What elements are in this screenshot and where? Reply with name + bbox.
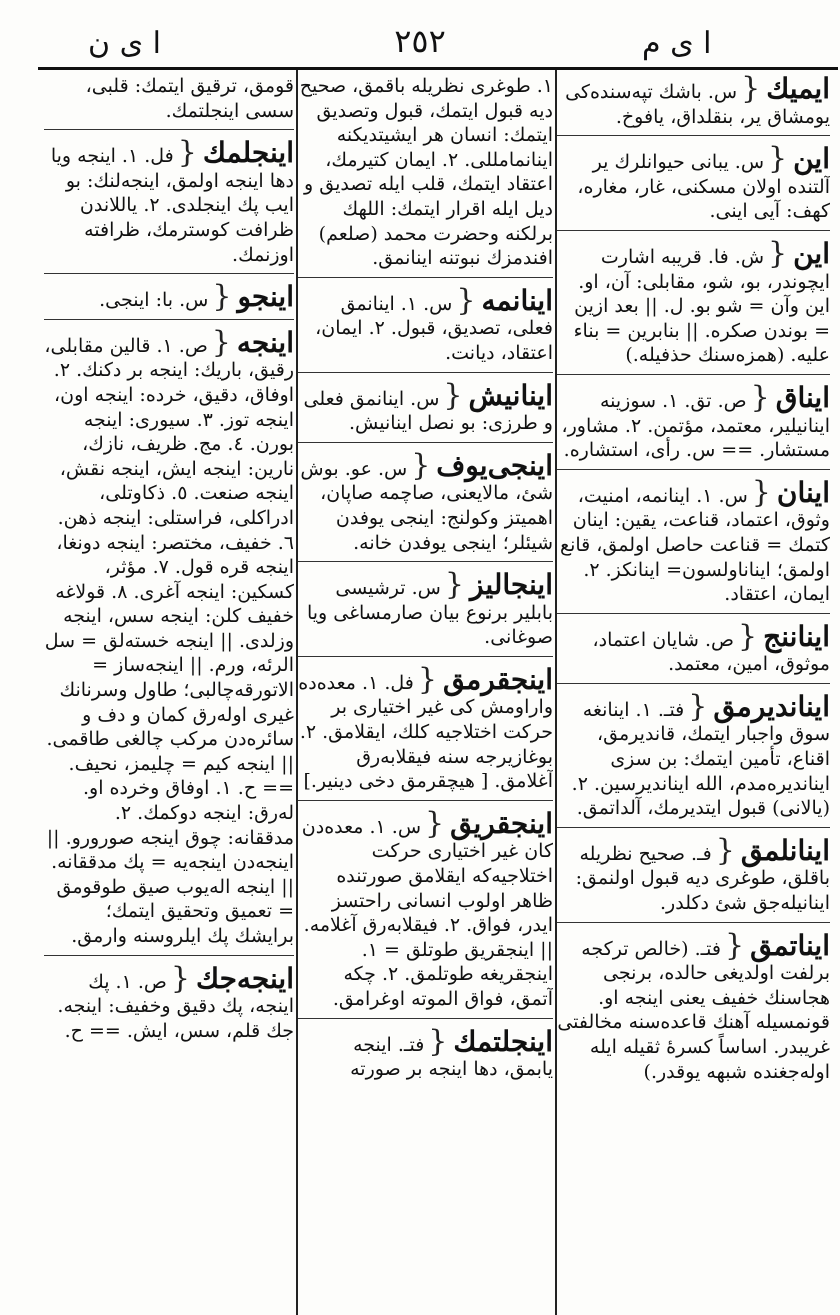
dictionary-entry bbox=[557, 832, 830, 923]
entry-headword: اینجو bbox=[237, 280, 294, 314]
brace-glyph: { bbox=[444, 567, 464, 603]
dictionary-entry bbox=[298, 282, 553, 373]
entry-definition: ص. ١. پك اينجه، پك دقيق وخفيف: اينجه. جك قلم، سس، ايش. == ح. bbox=[57, 970, 294, 1042]
entry-definition: فتـ. اينجه يابمق، دها اينجه بر صورته bbox=[350, 1033, 553, 1081]
brace-glyph: { bbox=[411, 447, 431, 483]
entry-headword: ایناق bbox=[775, 380, 830, 414]
header-right-guide: ا ی م bbox=[642, 26, 712, 61]
entry-definition: س. ١. اينانمه، امنيت، وثوق، اعتماد، قناعت، يقين: اينان كتمك = قناعت حاصل اولمق، قانع اولمق؛ ايناناولسون= اينانكز. ٢. ايمان، اعتقاد. bbox=[559, 484, 830, 606]
dictionary-entry bbox=[44, 279, 294, 320]
brace-glyph: { bbox=[725, 927, 745, 963]
entry-definition: س. ١. معده‌دن كان غير اختيارى حركت اختلاجيه‌كه ايقلامق صورتنده ظاهر اولوب انسانى راحتسز ايدر، فواق. ٢. فيقلابه‌رق آغلامه. || اينجقريق طوتلق = ١. اينجقريغه طوتلمق. ٢. چكه آتمق، فواق الموته اوغرامق. bbox=[301, 815, 553, 1010]
entry-headword: اینجقریق bbox=[450, 806, 553, 840]
brace-glyph: { bbox=[425, 805, 445, 841]
entry-headword: اینجالیز bbox=[469, 568, 553, 602]
brace-glyph: { bbox=[211, 324, 231, 360]
header-left-guide: ا ی ن bbox=[88, 26, 161, 61]
entry-definition: فتـ. (خالص تركجه برلفت اولديغى حالده، برنجى هجاسنك خفيف يعنى اينجه او. قونمسيله آهنك قاعده‌سنه مخالفتى غريبدر. اساساً كسرهٔ ثقيله ايله اوله‌جغنده شبهه يوقدر.) bbox=[557, 937, 830, 1083]
entry-definition: ١. طوغرى نظريله باقمق، صحيح ديه قبول ايتمك، قبول وتصديق ايتمك: انسان هر ايشيتديكنه اينانمامللى. ٢. ايمان كتيرمك، اعتقاد ايتمك، قلب ايله تصديق و ديل ايله اقرار ايتمك: اللهك برلكنه وحضرت محمد (صلعم) افندمزك نبوتنه اينانمق. bbox=[299, 75, 553, 270]
brace-glyph: { bbox=[170, 960, 190, 996]
dictionary-entry bbox=[557, 474, 830, 614]
entry-headword: اینانمه bbox=[481, 283, 553, 317]
column-right bbox=[557, 74, 830, 1309]
entry-headword: این bbox=[793, 236, 830, 270]
column-left bbox=[44, 74, 294, 1309]
brace-glyph: { bbox=[751, 474, 771, 510]
brace-glyph: { bbox=[428, 1023, 448, 1059]
dictionary-entry bbox=[298, 1023, 553, 1088]
header-rule bbox=[38, 67, 838, 70]
entry-definition: س. با: اينجى. bbox=[99, 289, 209, 312]
entry-definition: فتـ. ١. اينانغه سوق واجبار ايتمك، قانديرمق، اقناع، تأمين ايتمك: بن سزى اينانديره‌مدم، الله اينانديرسين. ٢. (يالانى) قبول ايتديرمك، آلداتمق. bbox=[571, 698, 830, 820]
entry-headword: ایناندیرمق bbox=[713, 689, 830, 723]
brace-glyph: { bbox=[456, 282, 476, 318]
entry-definition: س. عو. بوش شئ، مالايعنى، صاچمه صاپان، اهميتز وكولنج: اينجى يوفدن شيئلر؛ اينجى يوفدن خانه. bbox=[300, 457, 553, 554]
entry-headword: ایمیك bbox=[766, 74, 830, 105]
entry-headword: اینجه‌جك bbox=[195, 961, 294, 995]
entry-definition: فـ. صحيح نظريله باقلق، طوغرى ديه قبول اولنمق: اينانيله‌جق شئ دكلدر. bbox=[575, 842, 830, 915]
entry-headword: ایناتمق bbox=[750, 928, 830, 962]
entry-definition: س. اينانمق فعلى و طرزى: بو نصل اينا‌نيش. bbox=[303, 387, 553, 435]
brace-glyph: { bbox=[768, 235, 788, 271]
brace-glyph: { bbox=[741, 74, 761, 106]
entry-definition: ش. فا. قريبه اشارت ايچوندر، بو، شو، مقابلى: آن، او. اين وآن = شو بو. ل. || بعد ازين = بوندن صكره. || بنابرين = بناء عليه. (همزه‌سنك حذفيله.) bbox=[573, 245, 830, 367]
entry-definition: س. باشك تپه‌سنده‌كى يومشاق ير، بنقلداق، يافوخ. bbox=[565, 81, 830, 128]
entry-headword: این bbox=[793, 142, 830, 176]
dictionary-entry bbox=[557, 618, 830, 684]
entry-definition: ص. شايان اعتماد، موثوق، امين، معتمد. bbox=[592, 628, 830, 676]
entry-definition: س. ترشيسى بابلير برنوع بيان صارمساغى ويا صوغانى. bbox=[306, 577, 553, 649]
entry-headword: ایناننج bbox=[763, 619, 830, 653]
entry-headword: اینان bbox=[776, 475, 830, 509]
entry-definition: فل. ١. اينجه ويا دها اينجه اولمق، اينجه‌لنك: بو ايب پك اينجلدى. ٢. ياللاندن ظرافت كوسترمك، ظرافته اوزنمك. bbox=[50, 145, 294, 266]
entry-headword: اینجقرمق bbox=[442, 662, 553, 696]
brace-glyph: { bbox=[750, 379, 770, 415]
entry-headword: اینجلمك bbox=[202, 136, 294, 170]
dictionary-entry bbox=[557, 927, 830, 1091]
dictionary-entry bbox=[44, 324, 294, 956]
brace-glyph: { bbox=[177, 135, 197, 171]
entry-headword: اینجه bbox=[236, 325, 294, 359]
dictionary-entry bbox=[298, 377, 553, 443]
dictionary-entry bbox=[44, 135, 294, 274]
entry-definition: قومق، ترقيق ايتمك: قلبى، سسى اينجلتمك. bbox=[85, 75, 294, 122]
dictionary-entry bbox=[44, 74, 294, 130]
dictionary-entry bbox=[557, 235, 830, 375]
entry-headword: اینانیش bbox=[468, 378, 553, 412]
dictionary-entry bbox=[557, 141, 830, 231]
entry-definition: فل. ١. معده‌ده واراومش كى غير اختيارى بر حركت اختلاجيه كلك، ايقلامق. ٢. بوغازيرجه سنه فيقلابه‌رق آغلامق. [ هيچقرمق دخى دينير.] bbox=[298, 671, 553, 793]
brace-glyph: { bbox=[715, 832, 735, 868]
entry-headword: اینجی‌یوف bbox=[436, 448, 553, 482]
entry-headword: اینجلتمك bbox=[453, 1024, 553, 1058]
brace-glyph: { bbox=[443, 377, 463, 413]
dictionary-entry bbox=[298, 74, 553, 278]
entry-definition: ص. تق. ١. سوزينه اينا‌نيلير، معتمد، مؤتمن. ٢. مشاور، مستشار. == س. رأى، استشاره. bbox=[561, 389, 830, 462]
dictionary-entry bbox=[298, 567, 553, 657]
dictionary-entry bbox=[557, 379, 830, 470]
brace-glyph: { bbox=[417, 661, 437, 697]
dictionary-entry bbox=[557, 74, 830, 136]
entry-headword: اینانلمق bbox=[740, 833, 830, 867]
entry-definition: س. ١. اينانمق فعلى، تصديق، قبول. ٢. ايمان، اعتقاد، ديانت. bbox=[315, 292, 553, 364]
brace-glyph: { bbox=[768, 141, 788, 177]
dictionary-entry bbox=[298, 447, 553, 562]
entry-definition: ص. ١. قالين مقابلى، رقيق، باريك: اينجه بر دكنك. ٢. اوفاق، دقيق، خرده: اينجه اون، اينجه توز. ٣. سيورى: اينجه بورن. ٤. مج. ظريف، نازك، نارين: اينجه ايش، اينجه نقش، اينجه صنعت. ٥. ذكاوتلى، ادراكلى، فرا‌ستلى: اينجه ذهن. ٦. خفيف، مختصر: اينجه دونغا، اينجه قره قول. ٧. مؤثر، كسكين: اينجه آغرى. ٨. قولاغه خفيف كلن: اينجه سس، اينجه وزلدى. || اينجه خسته‌لق = سل الرئه، ورم. || اينجه‌ساز = الاتورقه‌چالبى؛ طاول وسرنانك غيرى اوله‌رق كمان و دف و سائره‌دن مركب چالغى طاقمى. || اينجه كيم = چليمز، نحيف. == ح. ١. اوفاق وخرده او. له‌رق: اينجه دوكمك. ٢. مدققانه: چوق اينجه صورورو. || اينجه‌دن اينجه‌يه = پك مدققانه. || اينجه اله‌يوب صيق طوقومق = تعميق وتحقيق ايتمك؛ برايشك پك ايلروسنه وارمق. bbox=[44, 334, 294, 947]
brace-glyph: { bbox=[212, 279, 232, 315]
dictionary-entry bbox=[298, 805, 553, 1019]
dictionary-entry bbox=[298, 661, 553, 801]
brace-glyph: { bbox=[688, 688, 708, 724]
page-header bbox=[0, 0, 840, 70]
dictionary-entry bbox=[44, 960, 294, 1050]
page-number: ٢٥٢ bbox=[394, 22, 446, 60]
dictionary-entry bbox=[557, 688, 830, 828]
entry-definition: س. يبانى حيوانلرك ير آلتنده اولان مسكنى، غار، مغاره، كهف: آيى اينى. bbox=[577, 151, 830, 223]
column-middle bbox=[298, 74, 553, 1309]
brace-glyph: { bbox=[738, 618, 758, 654]
